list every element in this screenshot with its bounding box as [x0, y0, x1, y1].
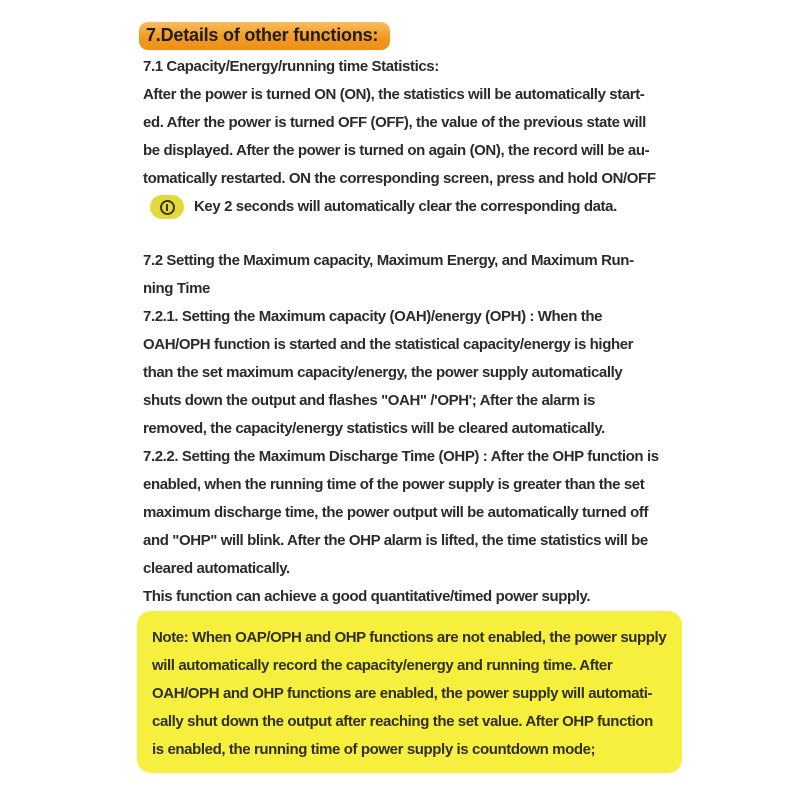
text-line: removed, the capacity/energy statistics will be cleared automatically.: [143, 420, 605, 437]
main-text-column: [143, 22, 743, 611]
section-7-2-1-line: 7.2.1. Setting the Maximum capacity (OAH)/energy (OPH) : When the: [143, 308, 603, 325]
note-line: will automatically record the capacity/energy and running time. After: [152, 657, 613, 674]
text-line: than the set maximum capacity/energy, the power supply automatically: [143, 364, 623, 381]
text-line: and "OHP" will blink. After the OHP alarm is lifted, the time statistics will be: [143, 532, 648, 549]
section-heading-highlight: [139, 22, 390, 50]
section-7-1-title: 7.1 Capacity/Energy/running time Statistics:: [143, 58, 439, 75]
text-line: After the power is turned ON (ON), the statistics will be automatically start-: [143, 86, 645, 103]
text-line: OAH/OPH function is started and the statistical capacity/energy is higher: [143, 336, 634, 353]
text-line: maximum discharge time, the power output will be automatically turned off: [143, 504, 649, 521]
paragraph-gap: [143, 221, 743, 247]
note-line: Note: When OAP/OPH and OHP functions are not enabled, the power supply: [152, 629, 667, 646]
note-box: [137, 611, 682, 773]
text-line: enabled, when the running time of the power supply is greater than the set: [143, 476, 645, 493]
note-line: is enabled, the running time of power supply is countdown mode;: [152, 741, 596, 758]
text-line: cleared automatically.: [143, 560, 290, 577]
section-7-2-title-wrap: ning Time: [143, 280, 210, 297]
note-line: cally shut down the output after reaching the set value. After OHP function: [152, 713, 653, 730]
note-line: OAH/OPH and OHP functions are enabled, the power supply will automati-: [152, 685, 653, 702]
text-line: ed. After the power is turned OFF (OFF), the value of the previous state will: [143, 114, 646, 131]
text-line: This function can achieve a good quantitative/timed power supply.: [143, 588, 591, 605]
text-line: shuts down the output and flashes "OAH" /'OPH'; After the alarm is: [143, 392, 595, 409]
section-7-2-2-line: 7.2.2. Setting the Maximum Discharge Time (OHP) : After the OHP function is: [143, 448, 659, 465]
power-key-line-text: Key 2 seconds will automatically clear the corresponding data.: [194, 198, 617, 215]
text-line: be displayed. After the power is turned on again (ON), the record will be au-: [143, 142, 650, 159]
power-key-icon: [150, 195, 184, 219]
section-heading: 7.Details of other functions:: [146, 25, 379, 45]
power-ring-glyph: [160, 200, 175, 215]
text-line: tomatically restarted. ON the corresponding screen, press and hold ON/OFF: [143, 170, 656, 187]
power-key-line: [143, 193, 743, 221]
power-bar-glyph: [166, 204, 169, 211]
section-7-2-title: 7.2 Setting the Maximum capacity, Maximum Energy, and Maximum Run-: [143, 252, 634, 269]
